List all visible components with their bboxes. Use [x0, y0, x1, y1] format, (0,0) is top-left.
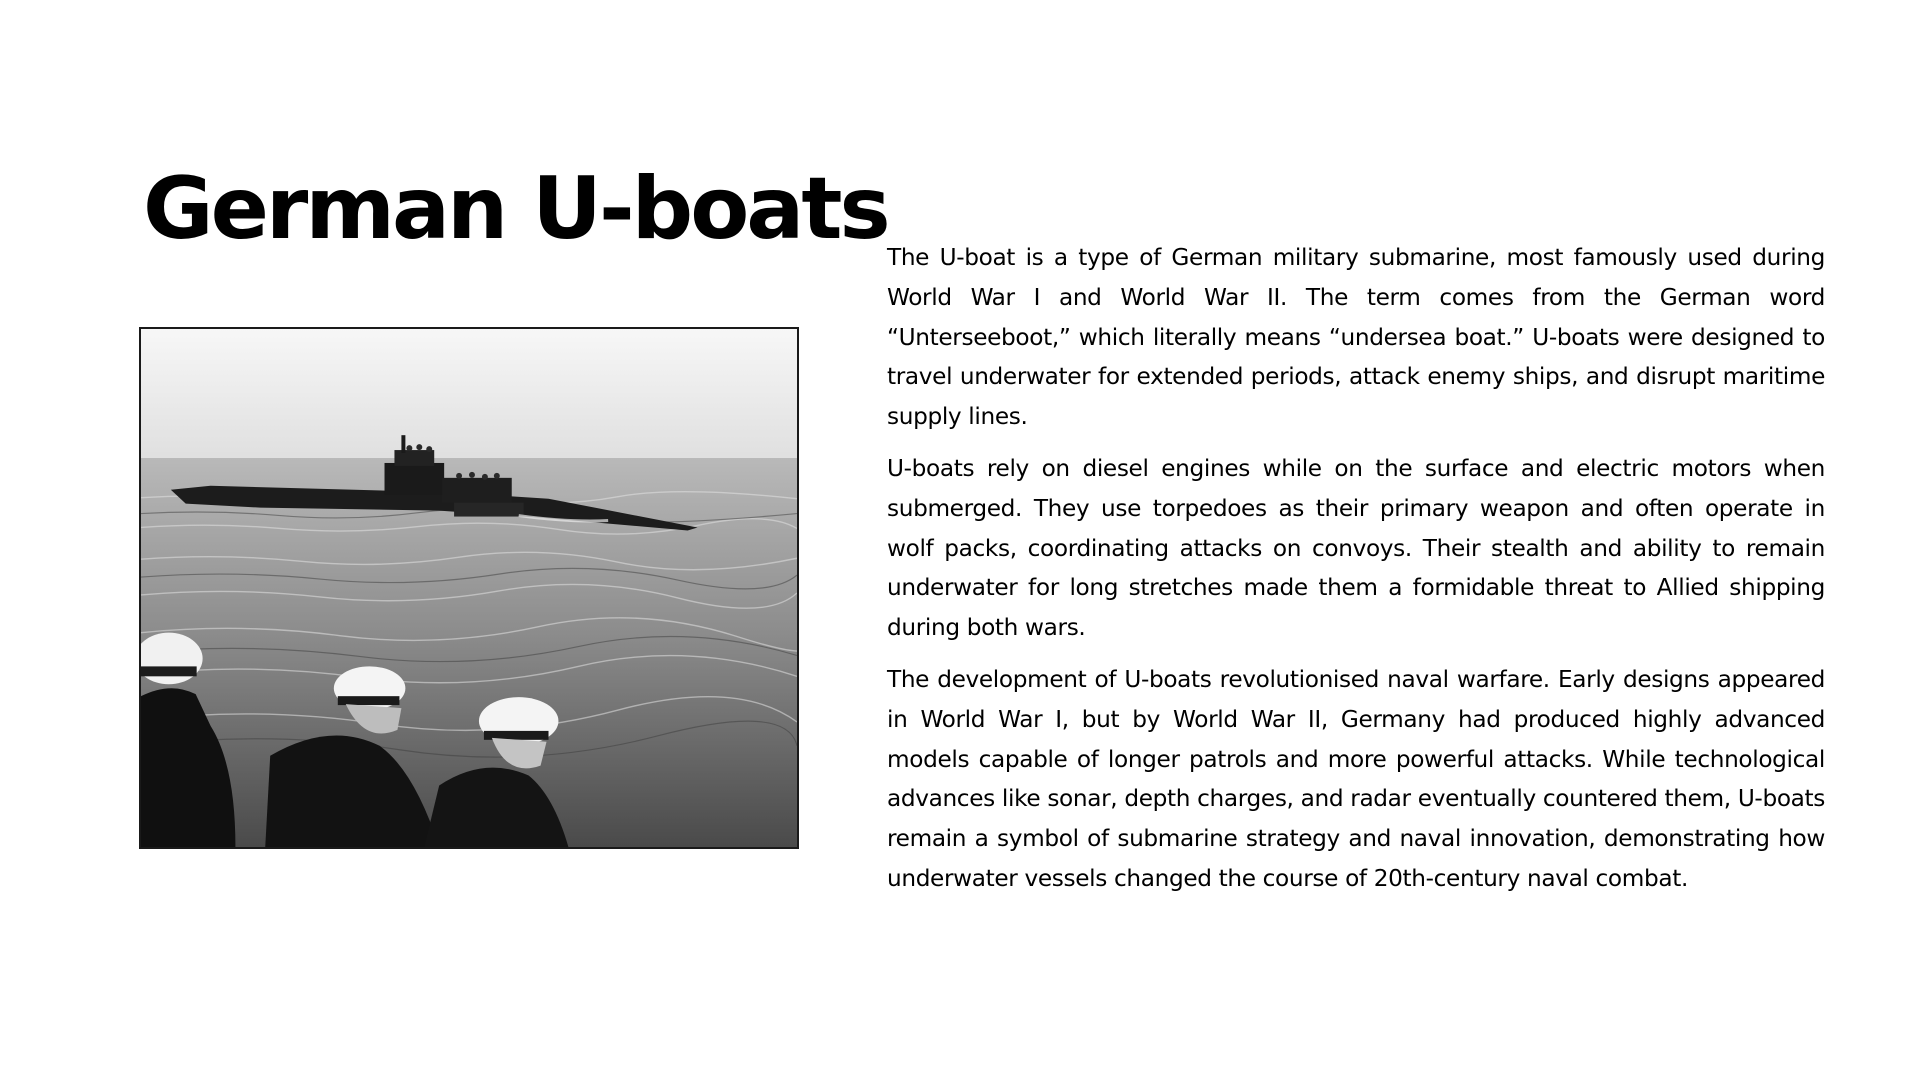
sky [141, 329, 797, 478]
submarine-photo-illustration [141, 329, 797, 847]
slide-title: German U-boats [143, 159, 888, 259]
paragraph-1: The U-boat is a type of German military submarine, most famously used during World War I and World War II. The term comes from the German word “Unterseeboot,” which literally means “undersea boat.” U-boats were designed to travel underwater for extended periods, attack enemy ships, and disrupt maritime supply lines. [887, 244, 1825, 431]
submarine-photo [139, 327, 799, 849]
paragraph-3: The development of U-boats revolutionised naval warfare. Early designs appeared in World War I, but by World War II, Germany had produced highly advanced models capable of longer patrols and more powerful attacks. While technological advances like sonar, depth charges, and radar eventually countered them, U-boats remain a symbol of submarine strategy and naval innovation, demonstrating how underwater vessels changed the course of 20th-century naval combat. [887, 665, 1825, 892]
paragraph-2: U-boats rely on diesel engines while on the surface and electric motors when submerged. They use torpedoes as their primary weapon and often operate in wolf packs, coordinating attacks on convoys. Their stealth and ability to remain underwater for long stretches made them a formidable threat to Allied shipping during both wars. [887, 454, 1825, 642]
body-text [887, 238, 1825, 911]
